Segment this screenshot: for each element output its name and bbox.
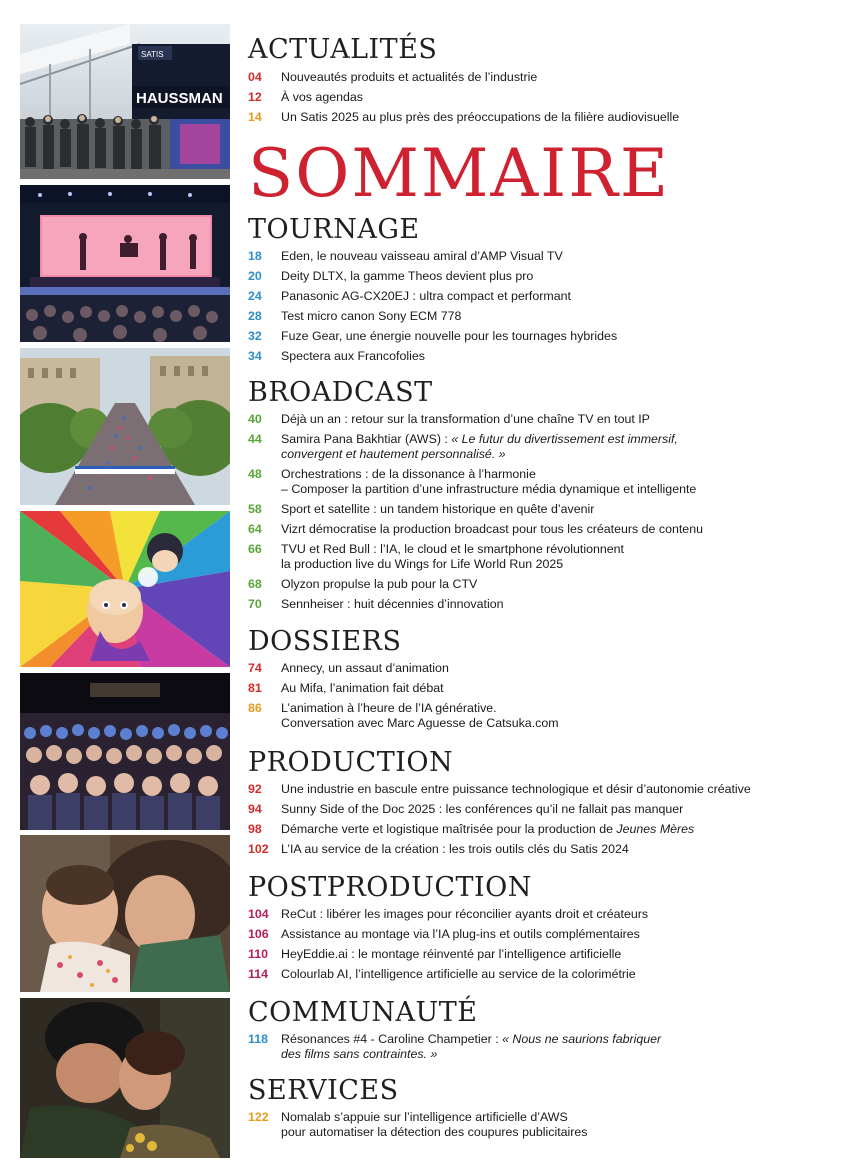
- section-heading: SERVICES: [248, 1075, 399, 1106]
- list-item[interactable]: [248, 309, 848, 324]
- photo-concert-stage: [20, 185, 230, 342]
- helmet-kiss-illustration: [20, 998, 230, 1158]
- section-actualites: [248, 33, 848, 125]
- list-item[interactable]: [248, 1032, 848, 1062]
- page-number: 110: [248, 947, 268, 961]
- entry-title-line2: Conversation avec Marc Aguesse de Catsuka.com: [281, 716, 559, 730]
- page-number: 48: [248, 467, 262, 481]
- page-number: 114: [248, 967, 268, 981]
- section-services: [248, 1074, 848, 1140]
- page-number: 64: [248, 522, 262, 536]
- page-number: 104: [248, 907, 269, 921]
- entry-title: [281, 432, 848, 447]
- entry-title: [281, 1032, 848, 1047]
- entry-title: Sunny Side of the Doc 2025 : les conférences qu’il ne fallait pas manquer: [281, 802, 684, 816]
- page-number: 66: [248, 542, 262, 556]
- satis-hall-illustration: [20, 24, 230, 179]
- list-item[interactable]: [248, 577, 848, 592]
- page-number: 44: [248, 432, 262, 446]
- section-broadcast: [248, 376, 848, 612]
- concert-stage-illustration: [20, 185, 230, 342]
- list-item[interactable]: [248, 249, 848, 264]
- entry-title: Déjà un an : retour sur la transformation d’une chaîne TV en tout IP: [281, 412, 650, 426]
- page-number: 58: [248, 502, 262, 516]
- list-item[interactable]: [248, 70, 848, 85]
- list-item[interactable]: [248, 329, 848, 344]
- page-number: 12: [248, 90, 262, 104]
- entry-title: Vizrt démocratise la production broadcast pour tous les créateurs de contenu: [281, 522, 703, 536]
- satis-logo-text: SATIS: [141, 50, 164, 59]
- list-item[interactable]: [248, 432, 848, 462]
- section-postproduction: [248, 871, 848, 982]
- list-item[interactable]: [248, 269, 848, 284]
- animation-character-illustration: [20, 511, 230, 667]
- section-heading: POSTPRODUCTION: [248, 872, 532, 903]
- page-number: 81: [248, 681, 262, 695]
- entry-title: Fuze Gear, une énergie nouvelle pour les tournages hybrides: [281, 329, 618, 343]
- page-number: 28: [248, 309, 262, 323]
- entry-title: HeyEddie.ai : le montage réinventé par l’intelligence artificielle: [281, 947, 622, 961]
- page-number: 92: [248, 782, 262, 796]
- cinema-audience-illustration: [20, 673, 230, 830]
- haussmann-sign-text: HAUSSMAN: [136, 90, 223, 107]
- page-number: 122: [248, 1110, 269, 1124]
- mother-child-illustration: [20, 835, 230, 992]
- section-production: [248, 746, 848, 857]
- photo-helmet-kiss: [20, 998, 230, 1158]
- list-item[interactable]: [248, 597, 848, 612]
- list-item[interactable]: [248, 110, 848, 125]
- list-item[interactable]: [248, 907, 848, 922]
- page-number: 70: [248, 597, 262, 611]
- page-number: 14: [248, 110, 262, 124]
- entry-title: L’IA au service de la création : les trois outils clés du Satis 2024: [281, 842, 629, 856]
- entry-quote: « Nous ne saurions fabriquer: [502, 1032, 662, 1046]
- entry-title: Assistance au montage via l’IA plug-ins et outils complémentaires: [281, 927, 640, 941]
- entry-title-text: Démarche verte et logistique maîtrisée pour la production de: [281, 822, 617, 836]
- section-tournage: [248, 213, 848, 364]
- list-item[interactable]: [248, 349, 848, 364]
- entry-title: Au Mifa, l’animation fait débat: [281, 681, 444, 695]
- entry-title: Spectera aux Francofolies: [281, 349, 425, 363]
- list-item[interactable]: [248, 681, 848, 696]
- list-item[interactable]: [248, 947, 848, 962]
- photo-cinema-audience: [20, 673, 230, 830]
- list-item[interactable]: [248, 661, 848, 676]
- page-title: SOMMAIRE: [248, 135, 671, 212]
- page-number: 34: [248, 349, 262, 363]
- page-number: 86: [248, 701, 262, 715]
- entry-title: Une industrie en bascule entre puissance technologique et désir d’autonomie créative: [281, 782, 751, 796]
- entry-title: ReCut : libérer les images pour réconcilier ayants droit et créateurs: [281, 907, 649, 921]
- section-heading: BROADCAST: [248, 377, 433, 408]
- list-item[interactable]: [248, 289, 848, 304]
- page-number: 106: [248, 927, 269, 941]
- entry-title: L’animation à l’heure de l’IA générative.: [281, 701, 497, 715]
- photo-marathon-crowd: [20, 348, 230, 505]
- list-item[interactable]: [248, 467, 848, 497]
- page-number: 98: [248, 822, 262, 836]
- page-number: 18: [248, 249, 262, 263]
- entry-title: Nomalab s’appuie sur l’intelligence artificielle d’AWS: [281, 1110, 568, 1124]
- page-number: 94: [248, 802, 262, 816]
- list-item[interactable]: [248, 522, 848, 537]
- list-item[interactable]: [248, 802, 848, 817]
- entry-quote: « Le futur du divertissement est immersif,: [451, 432, 678, 446]
- marathon-crowd-illustration: [20, 348, 230, 505]
- entry-title: Panasonic AG-CX20EJ : ultra compact et performant: [281, 289, 571, 303]
- entry-quote-line2: des films sans contraintes. »: [281, 1047, 438, 1061]
- list-item[interactable]: [248, 782, 848, 797]
- page-number: 32: [248, 329, 262, 343]
- entry-title: Olyzon propulse la pub pour la CTV: [281, 577, 478, 591]
- page-number: 74: [248, 661, 262, 675]
- list-item[interactable]: [248, 412, 848, 427]
- section-heading: ACTUALITÉS: [248, 34, 438, 65]
- list-item[interactable]: [248, 502, 848, 517]
- entry-title: Eden, le nouveau vaisseau amiral d’AMP Visual TV: [281, 249, 563, 263]
- list-item[interactable]: [248, 90, 848, 105]
- page-number: 24: [248, 289, 262, 303]
- entry-title-line2: – Composer la partition d’une infrastructure média dynamique et intelligente: [281, 482, 697, 496]
- page-number: 04: [248, 70, 262, 84]
- entry-title-line2: pour automatiser la détection des coupures publicitaires: [281, 1125, 588, 1139]
- section-heading: COMMUNAUTÉ: [248, 997, 478, 1028]
- list-item[interactable]: [248, 927, 848, 942]
- photo-satis-hall: [20, 24, 230, 179]
- page-number: 20: [248, 269, 262, 283]
- section-heading: DOSSIERS: [248, 626, 402, 657]
- entry-title-text: Résonances #4 - Caroline Champetier :: [281, 1032, 503, 1046]
- entry-title: Test micro canon Sony ECM 778: [281, 309, 462, 323]
- section-heading: TOURNAGE: [248, 214, 420, 245]
- page-number: 102: [248, 842, 269, 856]
- entry-title: [281, 822, 848, 837]
- list-item[interactable]: [248, 1110, 848, 1140]
- entry-title: Deity DLTX, la gamme Theos devient plus pro: [281, 269, 534, 283]
- list-item[interactable]: [248, 822, 848, 837]
- list-item[interactable]: [248, 701, 848, 731]
- entry-title: Orchestrations : de la dissonance à l’harmonie: [281, 467, 536, 481]
- entry-title: À vos agendas: [281, 90, 363, 104]
- page-number: 118: [248, 1032, 268, 1046]
- section-dossiers: [248, 625, 848, 731]
- entry-quote-line2: convergent et hautement personnalisé. »: [281, 447, 506, 461]
- entry-title-text: Samira Pana Bakhtiar (AWS) :: [281, 432, 452, 446]
- entry-title: Colourlab AI, l’intelligence artificielle au service de la colorimétrie: [281, 967, 636, 981]
- photo-animation-character: [20, 511, 230, 667]
- entry-italic-title: Jeunes Mères: [616, 822, 695, 836]
- section-communaute: [248, 996, 848, 1062]
- page-number: 40: [248, 412, 262, 426]
- entry-title: Sport et satellite : un tandem historique en quête d’avenir: [281, 502, 595, 516]
- section-heading: PRODUCTION: [248, 747, 454, 778]
- list-item[interactable]: [248, 542, 848, 572]
- list-item[interactable]: [248, 967, 848, 982]
- entry-title: TVU et Red Bull : l’IA, le cloud et le smartphone révolutionnent: [281, 542, 624, 556]
- entry-title: Annecy, un assaut d’animation: [281, 661, 449, 675]
- page-number: 68: [248, 577, 262, 591]
- entry-title: Nouveautés produits et actualités de l’industrie: [281, 70, 538, 84]
- entry-title: Un Satis 2025 au plus près des préoccupations de la filière audiovisuelle: [281, 110, 680, 124]
- photo-mother-child: [20, 835, 230, 992]
- entry-title: Sennheiser : huit décennies d’innovation: [281, 597, 504, 611]
- entry-title-line2: la production live du Wings for Life World Run 2025: [281, 557, 564, 571]
- list-item[interactable]: [248, 842, 848, 857]
